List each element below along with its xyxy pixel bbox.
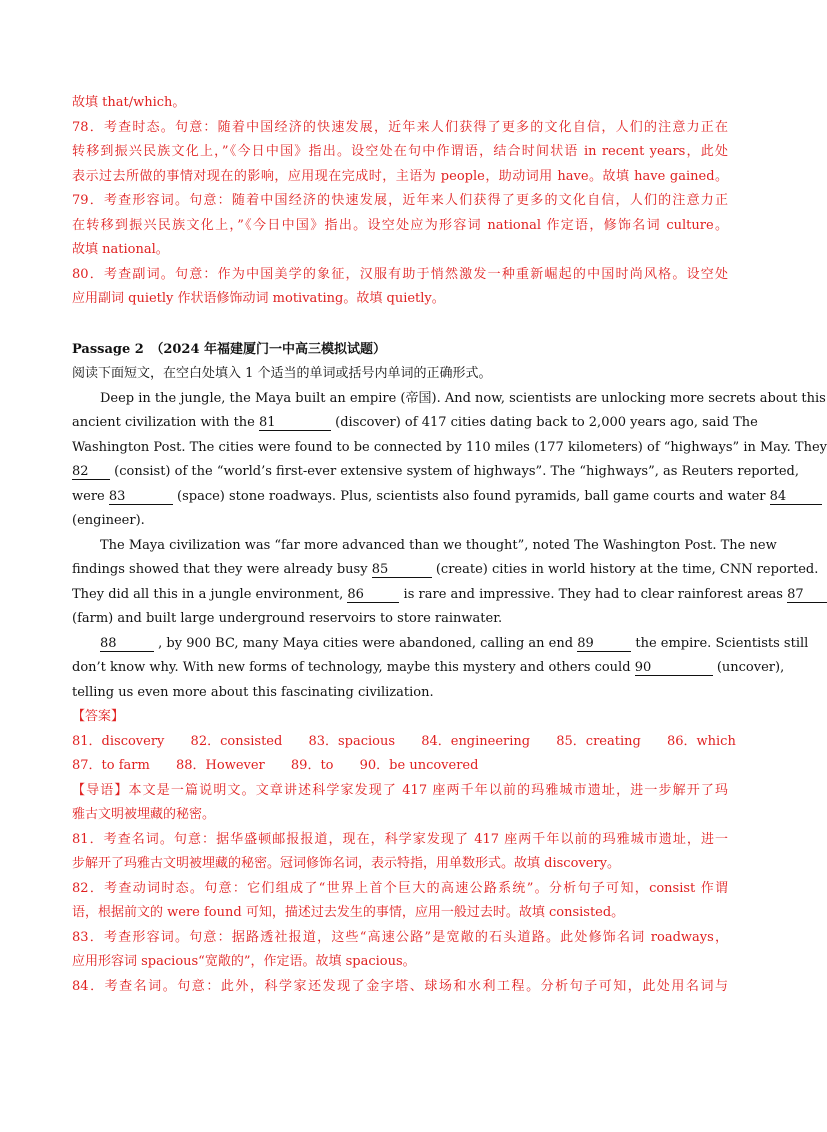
answer-item: 88．However — [175, 758, 265, 773]
answer-item: 89．to — [290, 758, 334, 773]
text-line: 语，根据前文的 were found 可知，描述过去发生的事情，应用一般过去时。故填 consisted。 — [72, 905, 625, 920]
text-line: 故填 national。 — [72, 242, 169, 257]
answer-item: 82．consisted — [190, 733, 283, 749]
text-line: 在转移到振兴民族文化上，”《今日中国》指出。设空处应为形容词 national 作定语，修饰名词 culture。 — [72, 217, 728, 233]
text-line: 【导语】本文是一篇说明文。文章讲述科学家发现了 417 座两千年以前的玛雅城市遗址，进一步解开了玛 — [72, 782, 728, 798]
text-line: 故填 that/which。 — [72, 95, 186, 110]
blank-84[interactable]: 84 — [770, 489, 822, 505]
passage-line: (farm) and built large underground reservoirs to store rainwater. — [72, 611, 503, 626]
passage-instruction: 阅读下面短文，在空白处填入 1 个适当的单词或括号内单词的正确形式。 — [72, 366, 492, 381]
passage-line: don’t know why. With new forms of technology, maybe this mystery and others could 90 (uncover), — [72, 660, 785, 675]
passage-line: (engineer). — [72, 513, 145, 528]
passage-line: The Maya civilization was “far more advanced than we thought”, noted The Washington Post. The new — [100, 537, 777, 553]
text-line: 81．考查名词。句意：据华盛顿邮报报道，现在，科学家发现了 417 座两千年以前的玛雅城市遗址，进一 — [72, 831, 728, 847]
blank-88[interactable]: 88 — [100, 636, 154, 652]
passage-line: Washington Post. The cities were found to be connected by 110 miles (177 kilometers) of “highways” in May. They — [72, 439, 827, 455]
answer-item: 86．which — [666, 733, 736, 749]
text-line: 82．考查动词时态。句意：它们组成了“世界上首个巨大的高速公路系统”。分析句子可知，consist 作谓 — [72, 880, 728, 896]
answer-item: 83．spacious — [308, 733, 396, 749]
passage-line: 82 (consist) of the “world’s first-ever extensive system of highways”. The “highways”, as Reuters reported, — [72, 464, 800, 479]
passage-line: Deep in the jungle, the Maya built an empire (帝国). And now, scientists are unlocking more secrets about this — [100, 390, 826, 406]
text-line: 应用副词 quietly 作状语修饰动词 motivating。故填 quietly。 — [72, 291, 445, 306]
text-line: 表示过去所做的事情对现在的影响，应用现在完成时，主语为 people，助动词用 have。故填 have gained。 — [72, 168, 728, 184]
passage-line: findings showed that they were already busy 85 (create) cities in world history at the time, CNN reported. — [72, 562, 819, 577]
passage-line: ancient civilization with the 81 (discover) of 417 cities dating back to 2,000 years ago, said The — [72, 415, 758, 430]
answers-row — [72, 730, 736, 755]
document-page — [72, 91, 827, 999]
blank-85[interactable]: 85 — [372, 562, 432, 578]
answer-item: 81．discovery — [72, 733, 165, 749]
blank-86[interactable]: 86 — [347, 587, 399, 603]
text-line: 应用形容词 spacious“宽敞的”，作定语。故填 spacious。 — [72, 954, 416, 969]
answer-item: 84．engineering — [421, 733, 531, 749]
text-line: 转移到振兴民族文化上，”《今日中国》指出。设空处在句中作谓语，结合时间状语 in recent years，此处 — [72, 144, 728, 159]
answer-item: 90．be uncovered — [359, 758, 479, 773]
blank-82[interactable]: 82 — [72, 464, 110, 480]
blank-81[interactable]: 81 — [259, 415, 331, 431]
answers-row — [72, 754, 728, 779]
passage-line: They did all this in a jungle environment, 86 is rare and impressive. They had to clear rainforest areas 87 — [72, 583, 728, 608]
blank-90[interactable]: 90 — [635, 660, 713, 676]
passage-line: telling us even more about this fascinating civilization. — [72, 684, 434, 700]
text-line: 79．考查形容词。句意：随着中国经济的快速发展，近年来人们获得了更多的文化自信，人们的注意力正 — [72, 193, 728, 208]
passage-title: Passage 2 （2024 年福建厦门一中高三模拟试题） — [72, 341, 387, 357]
text-line: 80．考查副词。句意：作为中国美学的象征，汉服有助于悄然激发一种重新崛起的中国时尚风格。设空处 — [72, 266, 728, 282]
text-line: 78．考查时态。句意：随着中国经济的快速发展，近年来人们获得了更多的文化自信，人们的注意力正在 — [72, 119, 728, 135]
answer-label: 【答案】 — [72, 709, 125, 724]
answer-item: 85．creating — [556, 733, 641, 749]
text-line: 步解开了玛雅古文明被埋藏的秘密。冠词修饰名词，表示特指，用单数形式。故填 discovery。 — [72, 856, 620, 871]
text-line: 83．考查形容词。句意：据路透社报道，这些“高速公路”是宽敞的石头道路。此处修饰名词 roadways， — [72, 929, 728, 945]
blank-83[interactable]: 83 — [109, 489, 173, 505]
answer-item: 87．to farm — [72, 758, 150, 773]
passage-line: were 83 (space) stone roadways. Plus, scientists also found pyramids, ball game courts and water 84 — [72, 485, 728, 510]
text-line: 雅古文明被埋藏的秘密。 — [72, 807, 216, 822]
passage-line: 88 , by 900 BC, many Maya cities were abandoned, calling an end 89 the empire. Scientists still — [100, 635, 809, 651]
blank-89[interactable]: 89 — [577, 636, 631, 652]
text-line: 84．考查名词。句意：此外，科学家还发现了金字塔、球场和水利工程。分析句子可知，此处用名词与 — [72, 978, 728, 994]
blank-87[interactable]: 87 — [787, 587, 827, 603]
